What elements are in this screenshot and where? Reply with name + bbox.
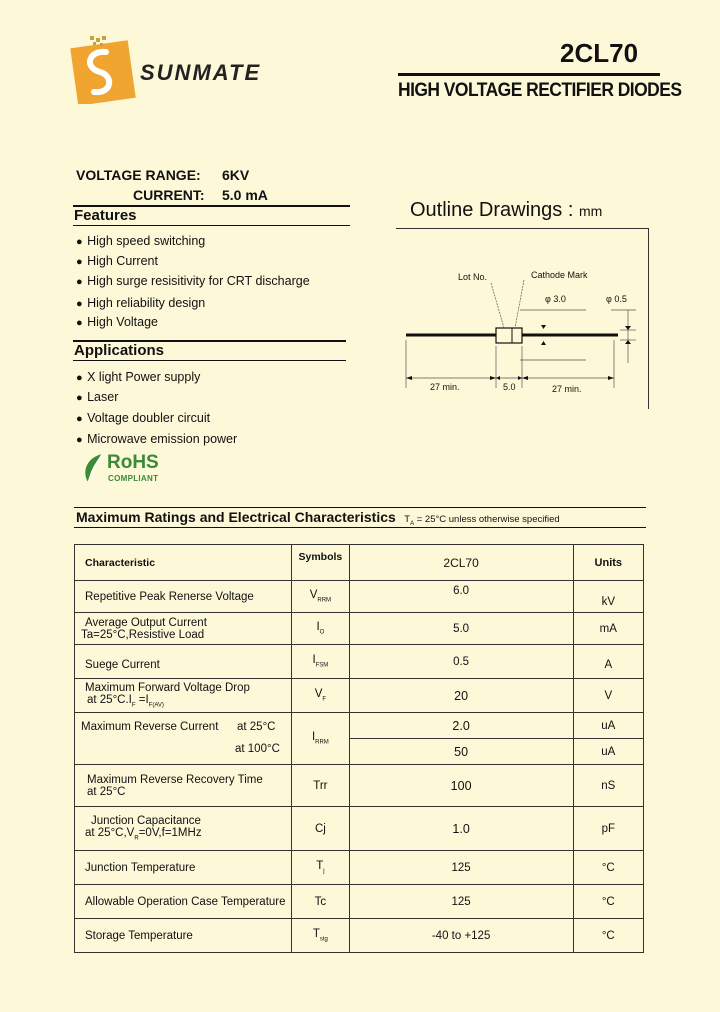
list-item: ● Microwave emission power	[76, 432, 238, 446]
outline-title: Outline Drawings : mm	[410, 199, 603, 221]
ratings-condition: $T_A = 25^\circ C$ unless otherwise specified	[404, 514, 560, 527]
list-item: ● High speed switching	[76, 234, 206, 248]
list-item: ● Laser	[76, 390, 119, 404]
brand-name: SUNMATE	[140, 60, 262, 85]
table-row: Repetitive Peak Renerse Voltage $V_{RRM}$ 6.0 kV	[75, 581, 644, 613]
bullet-icon: ●	[76, 317, 83, 329]
part-number: 2CL70	[560, 38, 639, 68]
header-units: Units	[573, 545, 643, 581]
logo-mark-icon	[66, 34, 136, 104]
bullet-icon: ●	[76, 298, 83, 310]
left-lead-length: 27 min.	[430, 382, 460, 392]
table-row: Average Output Current Ta=25°C,Resistive Load $I_O$ 5.0 mA	[75, 613, 644, 645]
list-item: ● High surge resisitivity for CRT discharge	[76, 274, 310, 288]
list-item: ● Voltage doubler circuit	[76, 411, 211, 425]
list-item: ● X light Power supply	[76, 370, 201, 384]
header-characteristic: Characteristic	[75, 545, 292, 581]
ratings-title: Maximum Ratings and Electrical Characteristics	[76, 509, 396, 525]
table-header-row	[75, 545, 644, 581]
rohs-badge	[82, 452, 172, 486]
leaf-icon	[82, 452, 106, 484]
header-value: 2CL70	[349, 545, 573, 581]
cathode-mark-label: Cathode Mark	[531, 270, 588, 280]
subtitle: HIGH VOLTAGE RECTIFIER DIODES	[398, 80, 682, 101]
table-row: Maximum Reverse Recovery Time at 25°C Trr 100 nS	[75, 765, 644, 807]
rohs-compliant: COMPLIANT	[108, 474, 159, 483]
ratings-rule-top	[74, 507, 646, 508]
bullet-icon: ●	[76, 434, 83, 446]
lead-diameter-label: φ 0.5	[606, 294, 627, 304]
header-rule	[398, 73, 660, 76]
list-item: ● High reliability design	[76, 296, 206, 310]
body-length: 5.0	[503, 382, 516, 392]
ratings-rule-bottom	[74, 527, 646, 528]
ratings-table	[74, 544, 644, 953]
current-value: 5.0 mA	[222, 187, 268, 203]
bullet-icon: ●	[76, 236, 83, 248]
features-title: Features	[74, 207, 137, 224]
table-row: Junction Temperature $T_j$ 125 °C	[75, 851, 644, 885]
table-row: Suege Current $I_{FSM}$ 0.5 A	[75, 645, 644, 679]
features-rule-bottom	[73, 225, 350, 226]
table-row: Maximum Forward Voltage Drop at $25^\circ C.I_F =I_{F(AV)}$ $V_F$ 20 V	[75, 679, 644, 713]
logo	[66, 34, 136, 104]
table-row: Maximum Reverse Current at 25°C at 100°C $I_{RRM}$ 2.0 uA	[75, 713, 644, 739]
table-row: Allowable Operation Case Temperature Tc 125 °C	[75, 885, 644, 919]
list-item: ● High Voltage	[76, 315, 158, 329]
header-symbols: Symbols	[292, 545, 350, 581]
table-row: 50 uA	[75, 739, 644, 765]
right-lead-length: 27 min.	[552, 384, 582, 394]
bullet-icon: ●	[76, 392, 83, 404]
current-label: CURRENT:	[133, 187, 205, 203]
voltage-value: 6KV	[222, 167, 250, 183]
bullet-icon: ●	[76, 276, 83, 288]
bullet-icon: ●	[76, 413, 83, 425]
table-row: Junction Capacitance at $25^\circ C,V_R=0V,f=1MHz$ Cj 1.0 pF	[75, 807, 644, 851]
body-diameter-label: φ 3.0	[545, 294, 566, 304]
diode-body	[496, 328, 522, 343]
bullet-icon: ●	[76, 372, 83, 384]
bullet-icon: ●	[76, 256, 83, 268]
rohs-text: RoHS	[107, 452, 159, 473]
list-item: ● High Current	[76, 254, 158, 268]
voltage-label: VOLTAGE RANGE:	[76, 167, 201, 183]
applications-rule-bottom	[73, 360, 346, 361]
lot-number-label: Lot No.	[458, 272, 488, 282]
table-row: Storage Temperature $T_{stg}$ -40 to +125 °C	[75, 919, 644, 953]
ratings-heading	[76, 509, 560, 527]
applications-title: Applications	[74, 342, 165, 359]
